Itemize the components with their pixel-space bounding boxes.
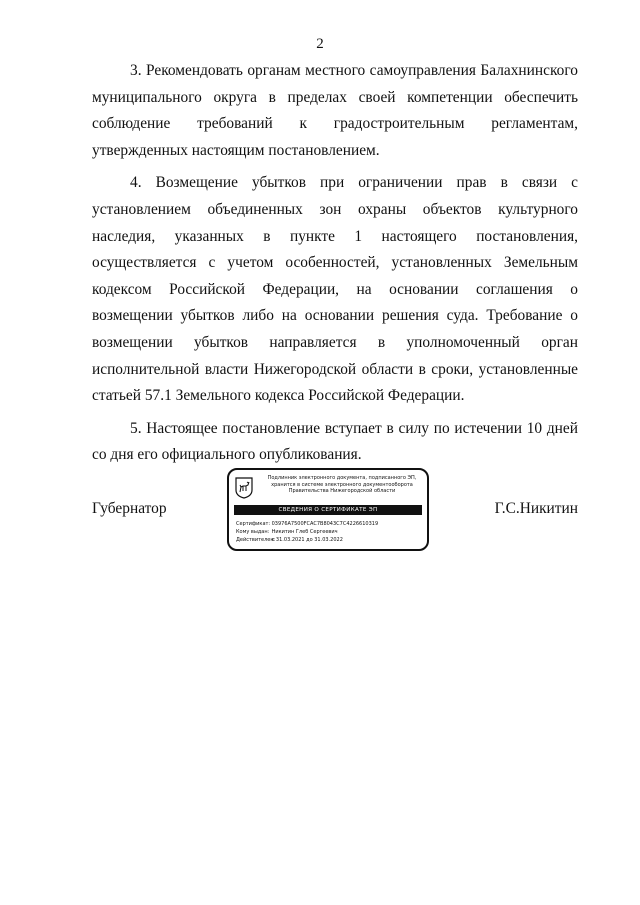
stamp-certificate-details <box>236 520 424 545</box>
signer-name: Г.С.Никитин <box>494 500 578 517</box>
issued-to-label: Кому выдан: <box>236 529 270 536</box>
nizhny-novgorod-deer-emblem-icon <box>235 477 253 499</box>
paragraph-3: 3. Рекомендовать органам местного самоуправления Балахнинского муниципального округа в пределах своей компетенции обеспечить соблюдение требований к градостроительным регламентам, утвержденных настоящим постановлением. <box>92 62 578 159</box>
validity-row <box>236 536 424 544</box>
certificate-row <box>236 520 424 528</box>
signer-title: Губернатор <box>92 500 167 517</box>
issued-to-value: Никитин Глеб Сергеевич <box>271 529 338 536</box>
paragraph-4: 4. Возмещение убытков при ограничении прав в связи с установлением объединенных зон охраны объектов культурного наследия, указанных в пункте 1 настоящего постановления, осуществляется с учетом особенностей, установленных Земельным кодексом Российской Федерации, на основании соглашения о возмещении убытков либо на основании решения суда. Требование о возмещении убытков направляется в уполномоченный орган исполнительной власти Нижегородской области в сроки, установленные статьей 57.1 Земельного кодекса Российской Федерации. <box>92 174 578 405</box>
validity-value: с 31.03.2021 до 31.03.2022 <box>271 537 343 544</box>
stamp-header <box>259 475 425 495</box>
validity-label: Действителен: <box>236 537 276 544</box>
paragraph-5: 5. Настоящее постановление вступает в силу по истечении 10 дней со дня его официального опубликования. <box>92 419 578 464</box>
electronic-signature-stamp <box>227 468 429 551</box>
issued-to-row <box>236 528 424 536</box>
stamp-certificate-bar: СВЕДЕНИЯ О СЕРТИФИКАТЕ ЭП <box>234 505 422 515</box>
page-number: 2 <box>316 36 324 52</box>
stamp-header-line: Правительства Нижегородской области <box>288 488 396 494</box>
certificate-label: Сертификат: <box>236 521 271 527</box>
signature-block <box>92 468 578 554</box>
document-body <box>92 58 578 475</box>
stamp-header-line: хранится в системе электронного документооборота <box>271 481 413 488</box>
stamp-header-line: Подлинник электронного документа, подписанного ЭП, <box>267 475 417 481</box>
certificate-value: 03976A7500FCAC7B8043C7C4226610319 <box>271 521 379 527</box>
